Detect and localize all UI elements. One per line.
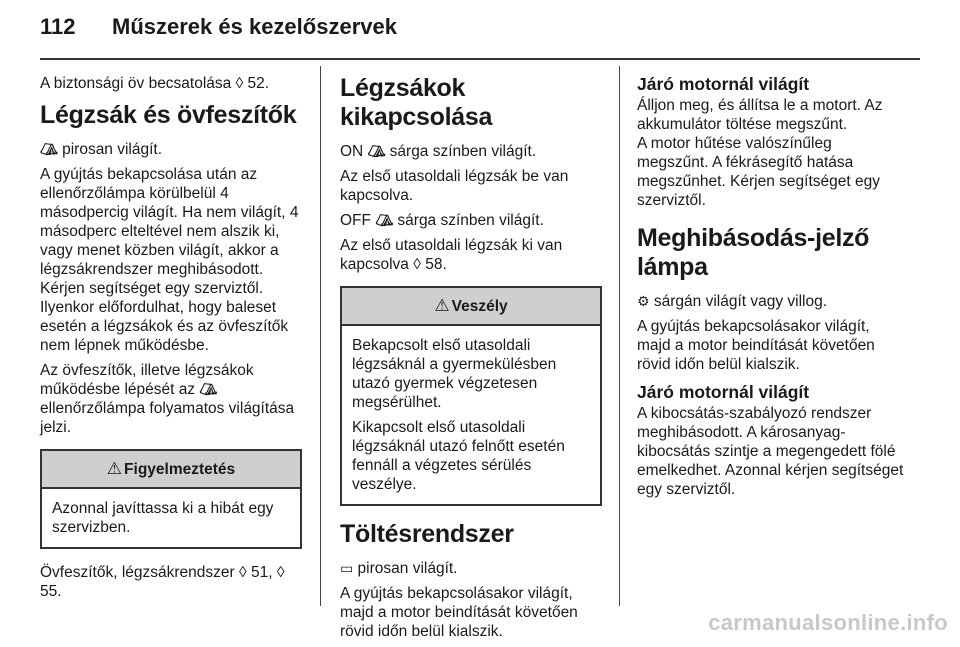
warning-text: Azonnal javíttassa ki a hibát egy szervizben. — [52, 500, 274, 536]
battery-icon: ▭ — [340, 560, 354, 576]
danger-title: ⚠ Veszély — [342, 288, 600, 326]
engine-icon: ⚙ — [637, 293, 650, 309]
off-status: OFF ⛺︎ sárga színben világít. — [340, 212, 544, 229]
running-text-1a: Álljon meg, és állítsa le a motort. Az akkumulátor töltése megszűnt. — [637, 97, 883, 133]
column-divider — [320, 66, 321, 606]
warning-icon: ⚠ — [106, 459, 123, 478]
on-status: ON ⛺︎ sárga színben világít. — [340, 143, 537, 160]
column-2 — [340, 74, 602, 647]
airbag-deploy-text: Az övfeszítők, illetve légzsákok működésbe lépését az ⛺︎ ellenőrzőlámpa folyamatos világítása jelzi. — [40, 362, 295, 436]
page-title: Műszerek és kezelőszervek — [112, 14, 397, 39]
warning-icon: ⚠ — [434, 296, 450, 315]
airbag-status: ⛺︎ pirosan világít. — [40, 141, 163, 158]
airbag-on-icon: ⛺︎ — [367, 143, 386, 159]
running-heading-1: Járó motornál világít — [637, 74, 810, 94]
charging-heading: Töltésrendszer — [340, 520, 514, 548]
mil-status: ⚙ sárgán világít vagy villog. — [637, 293, 828, 310]
page-number: 112 — [40, 14, 76, 39]
page-header — [40, 14, 397, 40]
off-description: Az első utasoldali légzsák ki van kapcsolva ◊ 58. — [340, 237, 563, 273]
on-description: Az első utasoldali légzsák be van kapcsolva. — [340, 168, 569, 204]
watermark: carmanualsonline.info — [708, 610, 948, 635]
airbag-description: A gyújtás bekapcsolása után az ellenőrzőlámpa körülbelül 4 másodpercig világít. Ha nem világít, 4 másodperc elteltével nem alszik ki, vagy menet közben világít, akkor a légzsákrendszer meghibásodott. Kérjen segítséget egy szerviztől. Ilyenkor előfordulhat, hogy baleset esetén a légzsákok és az övfeszítők nem lépnek működésbe. — [40, 166, 299, 354]
danger-text-1: Bekapcsolt első utasoldali légzsáknál a gyermekülésben utazó gyermek végzetesen megsérülhet. — [352, 337, 557, 411]
airbag-off-icon: ⛺︎ — [375, 212, 394, 228]
column-3 — [637, 74, 907, 505]
mil-heading: Meghibásodás-jelző lámpa — [637, 224, 870, 281]
airbag-off-heading: Légzsákok kikapcsolása — [340, 74, 493, 131]
danger-box — [340, 286, 602, 506]
footer-ref: Övfeszítők, légzsákrendszer ◊ 51, ◊ 55. — [40, 564, 285, 600]
intro-text: A biztonsági öv becsatolása ◊ 52. — [40, 75, 270, 92]
running-text-1b: A motor hűtése valószínűleg megszűnt. A fékrásegítő hatása megszűnhet. Kérjen segítséget egy szerviztől. — [637, 135, 880, 209]
warning-title: ⚠ Figyelmeztetés — [42, 451, 300, 489]
danger-text-2: Kikapcsolt első utasoldali légzsáknál utazó felnőtt esetén fennáll a végzetes sérülés veszélye. — [352, 419, 565, 493]
mil-description: A gyújtás bekapcsolásakor világít, majd a motor beindítását követően rövid időn belül kialszik. — [637, 318, 875, 373]
warning-box — [40, 449, 302, 549]
running-heading-2: Járó motornál világít — [637, 382, 810, 402]
airbag-seat-icon: ⛺︎ — [199, 381, 218, 397]
airbag-heading: Légzsák és övfeszítők — [40, 101, 297, 129]
charging-description: A gyújtás bekapcsolásakor világít, majd a motor beindítását követően rövid időn belül kialszik. — [340, 585, 578, 640]
column-1 — [40, 74, 302, 607]
airbag-seat-icon: ⛺︎ — [40, 141, 58, 157]
header-rule — [40, 58, 920, 60]
column-divider — [619, 66, 620, 606]
running-text-2: A kibocsátás-szabályozó rendszer meghibásodott. A károsanyag-kibocsátás szintje a megengedett fölé emelkedhet. Azonnal kérjen segítséget egy szerviztől. — [637, 405, 904, 498]
charging-status: ▭ pirosan világít. — [340, 560, 458, 577]
